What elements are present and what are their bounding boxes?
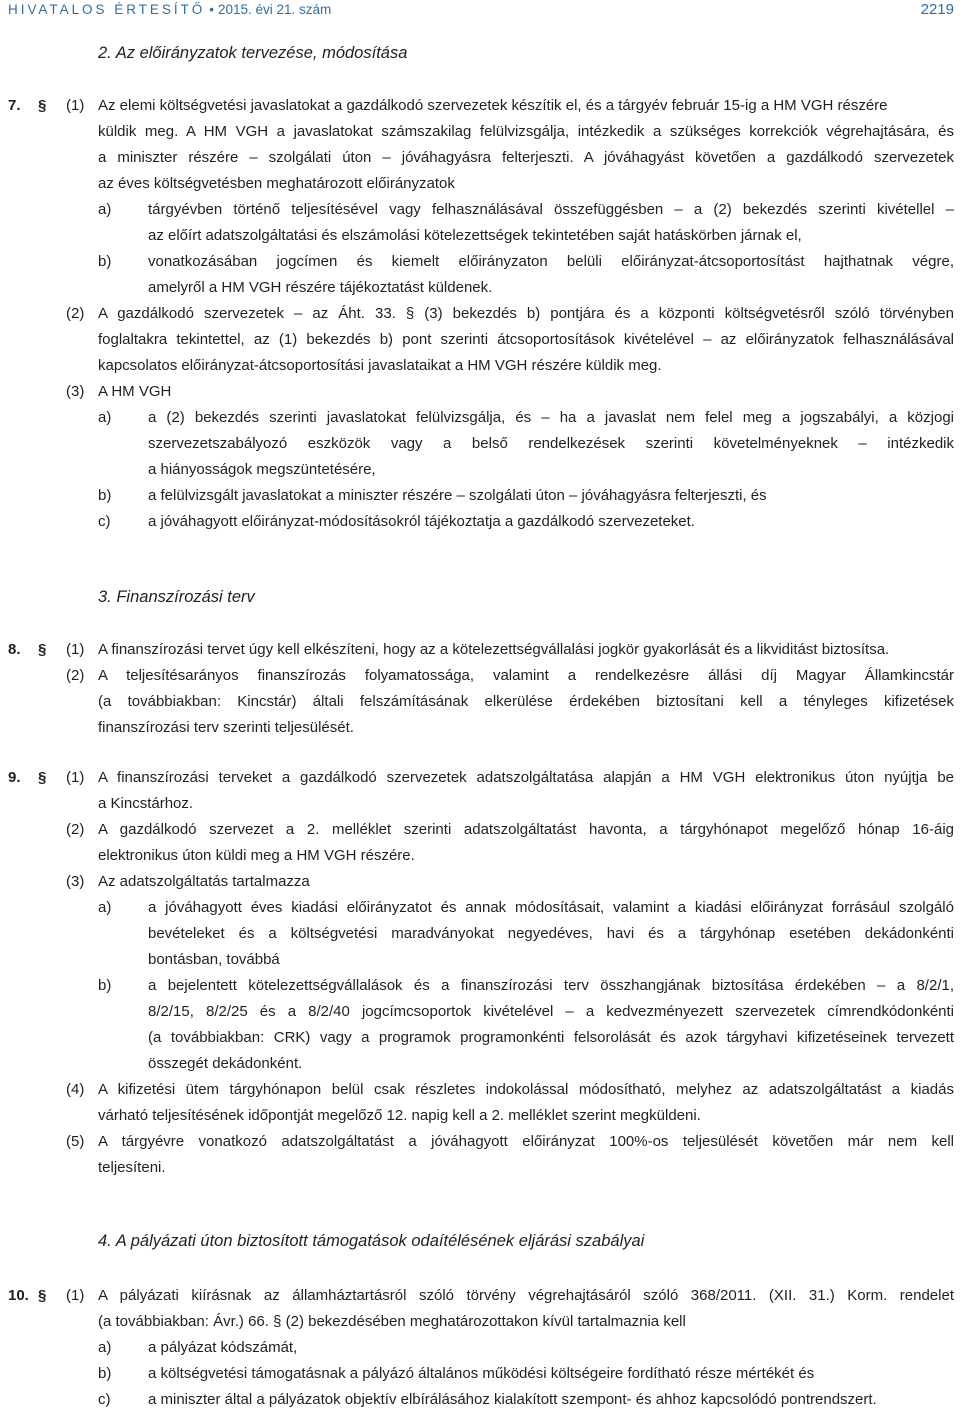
text-line: a jóváhagyott előirányzat-módosításokról tájékoztatja a gazdálkodó szervezeteket. (148, 513, 695, 530)
text-line: amelyről a HM VGH részére tájékoztatást küldenek. (148, 279, 493, 296)
page-header (8, 0, 954, 22)
text-line: A pályázati kiírásnak az államháztartásról szóló törvény végrehajtásáról szóló 368/2011. (XII. 31.) Korm. rendelet (98, 1287, 954, 1304)
point-label: c) (98, 1391, 111, 1408)
section-title-2: 2. Az előirányzatok tervezése, módosítása (98, 44, 408, 62)
text-line: (a továbbiakban: Kincstár) általi felszámításának elkerülése érdekében biztosítani kell a tényleges kifizetések (98, 693, 954, 710)
section-sign-9: § (38, 769, 47, 786)
text-line: a jóváhagyott éves kiadási előirányzatot és annak módosításait, valamint a kiadási előirányzat forrásául szolgáló (148, 899, 954, 916)
text-line: bontásban, továbbá (148, 951, 280, 968)
text-line: tárgyévben történő teljesítésével vagy felhasználásával összefüggésben – a (2) bekezdés szerinti kivétellel – (148, 201, 954, 218)
journal-name: HIVATALOS ÉRTESÍTŐ (8, 2, 206, 17)
point-label: b) (98, 253, 112, 270)
text-line: szervezetszabályozó eszközök vagy a belső rendelkezések szerinti követelményeknek – intézkedik (148, 435, 954, 452)
point-label: c) (98, 513, 111, 530)
text-line: Az adatszolgáltatás tartalmazza (98, 873, 310, 890)
text-line: a hiányosságok megszüntetésére, (148, 461, 376, 478)
text-line: finanszírozási terv szerinti teljesülését. (98, 719, 354, 736)
point-label: a) (98, 899, 112, 916)
subsection-label: (3) (66, 383, 85, 400)
subsection-label: (3) (66, 873, 85, 890)
section-sign-10: § (38, 1287, 47, 1304)
subsection-label: (2) (66, 667, 85, 684)
text-line: a költségvetési támogatásnak a pályázó általános működési költségeire fordítható része mértékét és (148, 1365, 815, 1382)
text-line: A HM VGH (98, 383, 172, 400)
section-title-4: 4. A pályázati úton biztosított támogatások odaítélésének eljárási szabályai (98, 1232, 645, 1250)
text-line: bevételeket és a költségvetési maradványokat negyedéves, havi és a tárgyhónap esetében dekádonkénti (148, 925, 954, 942)
text-line: a (2) bekezdés szerinti javaslatokat felülvizsgálja, és – ha a javaslat nem felel meg a jogszabályi, a közjogi (148, 409, 954, 426)
text-line: A finanszírozási tervet úgy kell elkészíteni, hogy az a kötelezettségvállalási jogkör gyakorlását és a likviditást biztosítsa. (98, 641, 890, 658)
text-line: A gazdálkodó szervezetek – az Áht. 33. § (3) bekezdés b) pontjára és a központi költségvetésről szóló törvényben (98, 305, 954, 322)
subsection-label: (1) (66, 1287, 85, 1304)
header-separator: • (209, 2, 214, 17)
subsection-label: (2) (66, 305, 85, 322)
page-number: 2219 (920, 1, 954, 18)
subsection-label: (1) (66, 97, 85, 114)
subsection-label: (1) (66, 769, 85, 786)
text-line: teljesíteni. (98, 1159, 166, 1176)
text-line: küldik meg. A HM VGH a javaslatokat számszakilag felülvizsgálja, intézkedik a szükséges korrekciók végrehajtására, és (98, 123, 954, 140)
text-line: a felülvizsgált javaslatokat a miniszter részére – szolgálati úton – jóváhagyásra felterjeszti, és (148, 487, 767, 504)
text-line: foglaltakra tekintettel, az (1) bekezdés b) pont szerinti átcsoportosítások kivételével – az előirányzatok felhasználásával (98, 331, 954, 348)
text-line: vonatkozásában jogcímen és kiemelt előirányzaton belüli előirányzat-átcsoportosítást hajthatnak végre, (148, 253, 954, 270)
paragraph-number-8: 8. (8, 641, 21, 658)
text-line: az előírt adatszolgáltatási és elszámolási kötelezettségek tekintetében saját hatáskörben járnak el, (148, 227, 802, 244)
text-line: a Kincstárhoz. (98, 795, 194, 812)
section-sign-7: § (38, 97, 47, 114)
text-line: az éves költségvetésben meghatározott előirányzatok (98, 175, 455, 192)
subsection-label: (1) (66, 641, 85, 658)
text-line: A gazdálkodó szervezet a 2. melléklet szerinti adatszolgáltatást havonta, a tárgyhónapot megelőző hónap 16-áig (98, 821, 954, 838)
subsection-label: (2) (66, 821, 85, 838)
text-line: összegét dekádonként. (148, 1055, 303, 1072)
text-line: a pályázat kódszámát, (148, 1339, 298, 1356)
text-line: A teljesítésarányos finanszírozás folyamatossága, valamint a rendelkezésre állási díj Magyar Államkincstár (98, 667, 954, 684)
text-line: A finanszírozási terveket a gazdálkodó szervezetek adatszolgáltatása alapján a HM VGH elektronikus úton nyújtja be (98, 769, 954, 786)
section-sign-8: § (38, 641, 47, 658)
text-line: a miniszter által a pályázatok objektív elbírálásához kialakított szempont- és ahhoz kapcsolódó pontrendszert. (148, 1391, 877, 1408)
point-label: b) (98, 977, 112, 994)
text-line: (a továbbiakban: Ávr.) 66. § (2) bekezdésében meghatározottakon kívül tartalmaznia kell (98, 1313, 686, 1330)
text-line: A tárgyévre vonatkozó adatszolgáltatást a jóváhagyott előirányzat 100%-os teljesülését követően már nem kell (98, 1133, 954, 1150)
text-line: a bejelentett kötelezettségvállalások és a finanszírozási terv összhangjának biztosítása érdekében – a 8/2/1, (148, 977, 954, 994)
point-label: a) (98, 409, 112, 426)
journal-title (8, 2, 331, 17)
paragraph-number-10: 10. (8, 1287, 29, 1304)
text-line: elektronikus úton küldi meg a HM VGH részére. (98, 847, 415, 864)
paragraph-number-9: 9. (8, 769, 21, 786)
subsection-label: (5) (66, 1133, 85, 1150)
text-line: (a továbbiakban: CRK) vagy a programok programonkénti felsorolását és azok tárgyhavi kifizetéseinek tervezett (148, 1029, 954, 1046)
section-title-3: 3. Finanszírozási terv (98, 588, 255, 606)
point-label: b) (98, 487, 112, 504)
text-line: a miniszter részére – szolgálati úton – jóváhagyásra felterjeszti. A jóváhagyást követően a gazdálkodó szervezetek (98, 149, 954, 166)
point-label: b) (98, 1365, 112, 1382)
text-line: 8/2/15, 8/2/25 és a 8/2/40 jogcímcsoportok kivételével – a kedvezményezett szervezetek címrendkódonkénti (148, 1003, 954, 1020)
paragraph-number-7: 7. (8, 97, 21, 114)
subsection-label: (4) (66, 1081, 85, 1098)
text-line: A kifizetési ütem tárgyhónapon belül csak részletes indokolással módosítható, melyhez az adatszolgáltatást a kiadás (98, 1081, 954, 1098)
point-label: a) (98, 201, 112, 218)
text-line: Az elemi költségvetési javaslatokat a gazdálkodó szervezetek készítik el, és a tárgyév február 15-ig a HM VGH részére (98, 97, 888, 114)
point-label: a) (98, 1339, 112, 1356)
text-line: várható teljesítésének időpontját megelőző 12. napig kell a 2. melléklet szerint megküldeni. (98, 1107, 701, 1124)
text-line: kapcsolatos előirányzat-átcsoportosítási javaslataikat a HM VGH részére küldik meg. (98, 357, 662, 374)
issue-label: 2015. évi 21. szám (217, 2, 332, 17)
